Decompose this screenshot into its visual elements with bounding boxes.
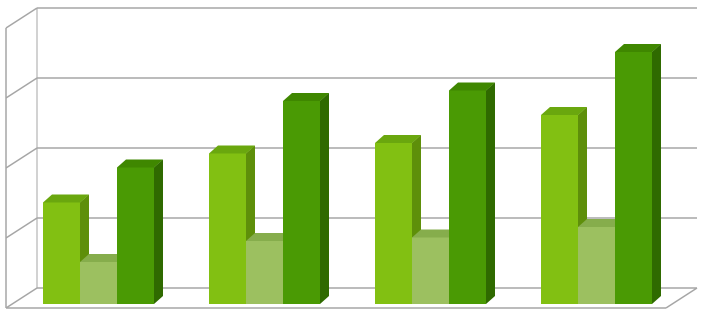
bar-front [246, 241, 283, 304]
bar [449, 83, 495, 305]
gridline-diagonal [6, 288, 37, 308]
floor-right-edge [666, 288, 697, 308]
gridline-diagonal [6, 148, 37, 168]
bar [615, 44, 661, 304]
bar-side [320, 93, 329, 304]
bar-front [117, 168, 154, 305]
bar-front [375, 143, 412, 304]
bar-front [578, 227, 615, 304]
gridline-diagonal [6, 8, 37, 28]
bar-front [43, 203, 80, 305]
bar-side [154, 160, 163, 305]
bar [283, 93, 329, 304]
bar-front [412, 238, 449, 305]
bar-front [80, 262, 117, 304]
plot-area [43, 44, 661, 304]
gridline-diagonal [6, 218, 37, 238]
bar [117, 160, 163, 305]
bar-side [486, 83, 495, 305]
bar-front [449, 91, 486, 305]
bar-front [615, 52, 652, 304]
bar-front [283, 101, 320, 304]
bar-front [541, 115, 578, 304]
bar-front [209, 154, 246, 305]
bar-side [652, 44, 661, 304]
gridline-diagonal [6, 78, 37, 98]
